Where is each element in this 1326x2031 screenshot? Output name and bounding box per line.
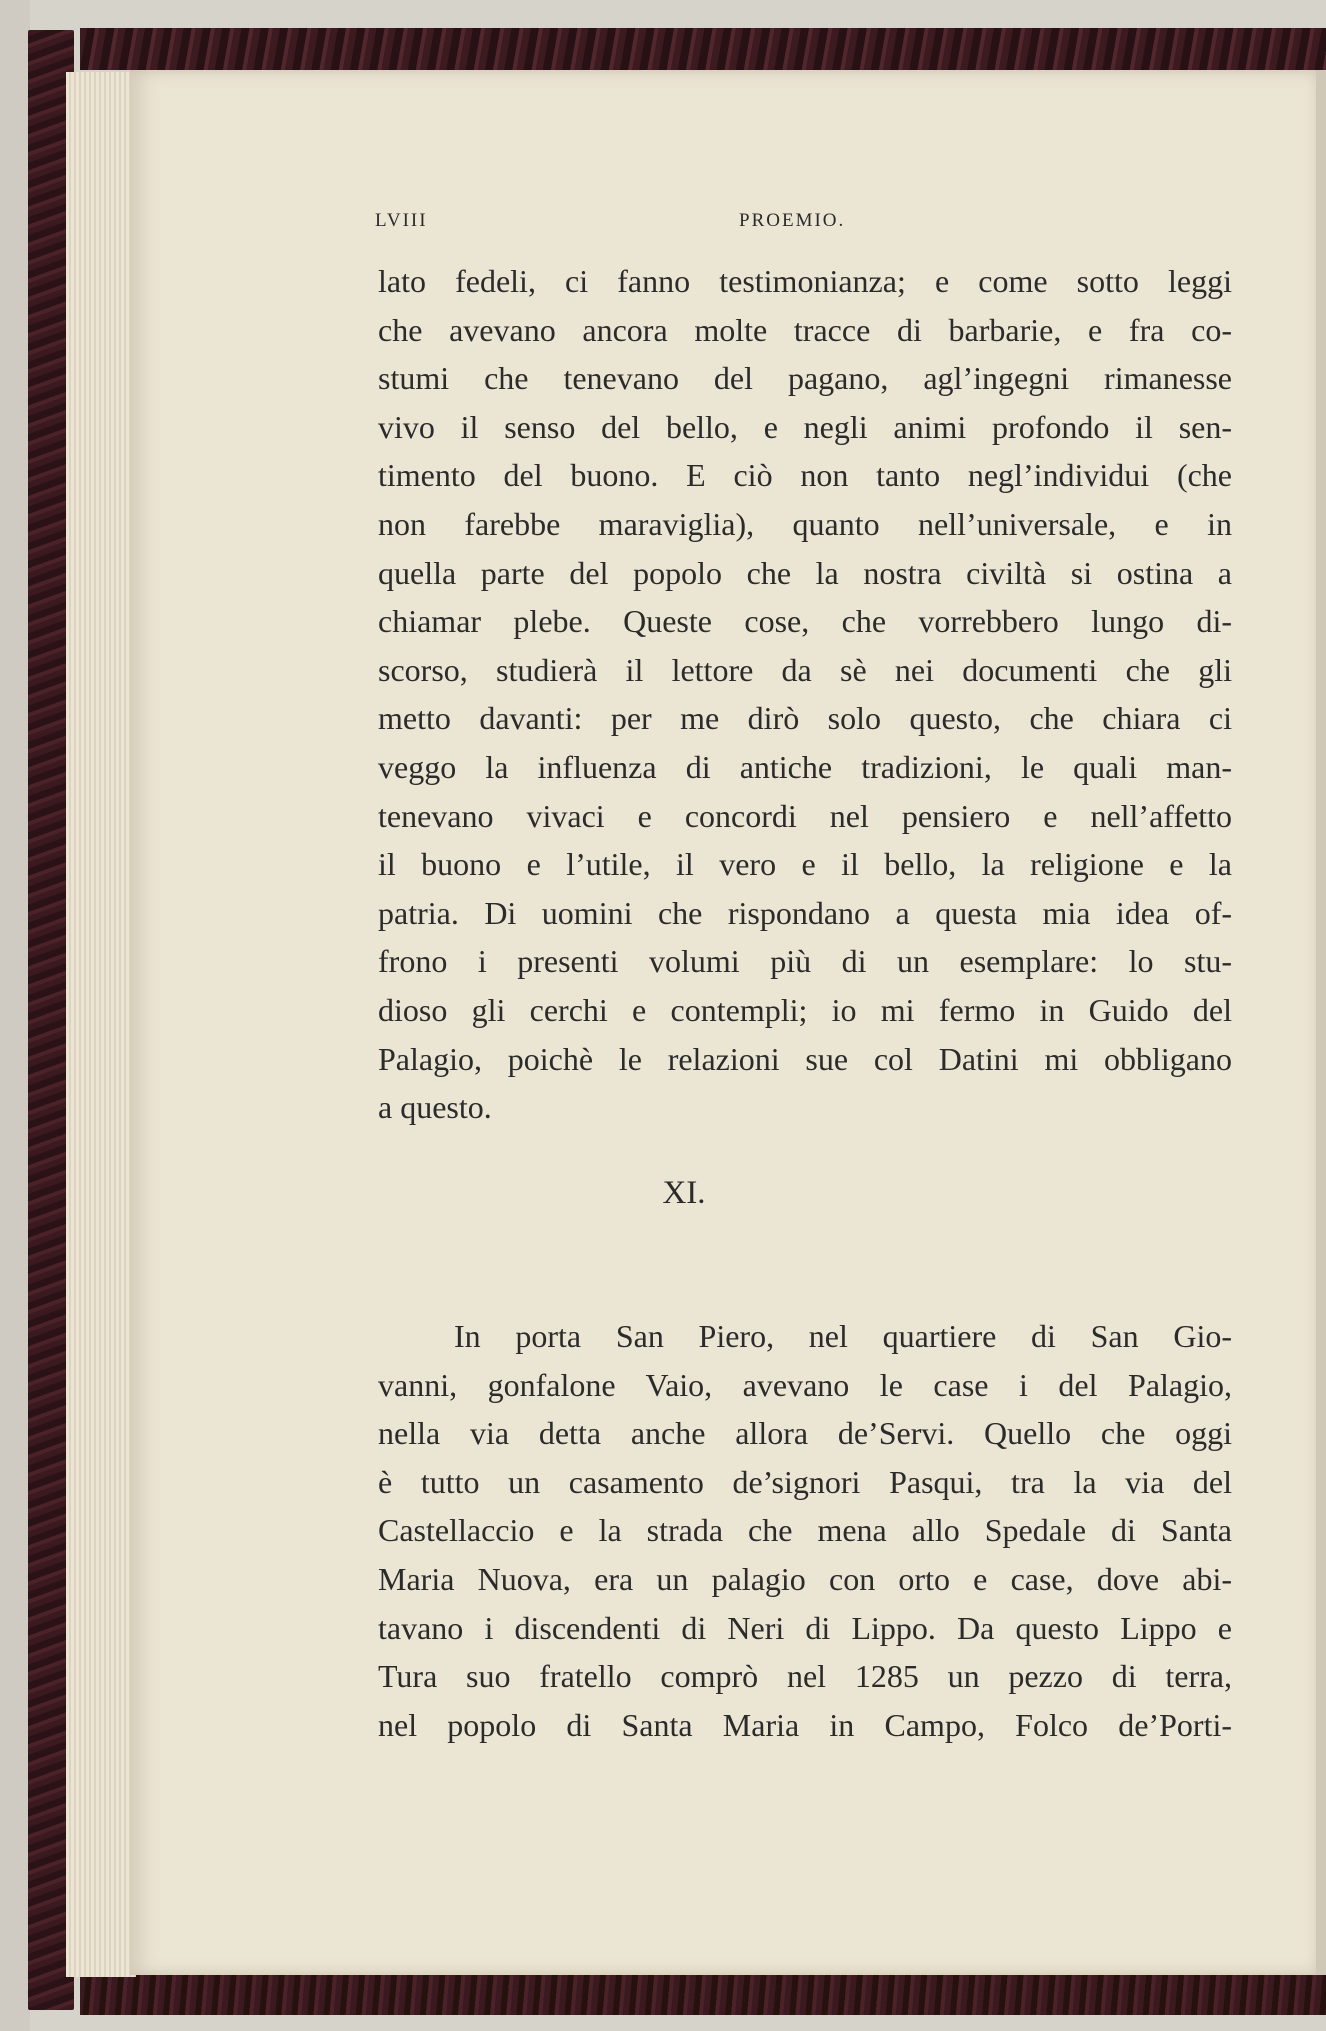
text-line: nel popolo di Santa Maria in Campo, Folco de’Porti-	[378, 1706, 1232, 1743]
text-line: veggo la influenza di antiche tradizioni, le quali man-	[378, 748, 1232, 785]
text-line: a questo.	[378, 1089, 492, 1126]
text-line: Maria Nuova, era un palagio con orto e case, dove abi-	[378, 1560, 1232, 1597]
text-line: In porta San Piero, nel quartiere di San Gio-	[454, 1318, 1232, 1354]
text-line: che avevano ancora molte tracce di barbarie, e fra co-	[378, 311, 1232, 348]
text-line: il buono e l’utile, il vero e il bello, la religione e la	[378, 846, 1232, 883]
text-line: tavano i discendenti di Neri di Lippo. Da questo Lippo e	[378, 1609, 1232, 1646]
section-heading: XI.	[662, 1175, 706, 1211]
running-title: PROEMIO.	[739, 210, 846, 231]
text-line: timento del buono. E ciò non tanto negl’individui (che	[378, 457, 1232, 494]
book-board	[0, 0, 30, 2031]
paragraph-2	[378, 1312, 1232, 1749]
page-edges	[66, 72, 136, 1977]
text-line: lato fedeli, ci fanno testimonianza; e come sotto leggi	[378, 263, 1232, 299]
text-line: metto davanti: per me dirò solo questo, che chiara ci	[378, 700, 1232, 737]
text-line: stumi che tenevano del pagano, agl’ingegni rimanesse	[378, 360, 1232, 397]
marbled-cover-top	[80, 28, 1326, 70]
running-head	[375, 210, 885, 240]
text-line: è tutto un casamento de’signori Pasqui, tra la via del	[378, 1463, 1232, 1500]
text-line: patria. Di uomini che rispondano a questa mia idea of-	[378, 894, 1232, 931]
text-line: vivo il senso del bello, e negli animi profondo il sen-	[378, 408, 1232, 445]
text-line: chiamar plebe. Queste cose, che vorrebbero lungo di-	[378, 603, 1232, 640]
text-line: quella parte del popolo che la nostra civiltà si ostina a	[378, 554, 1232, 591]
text-line: Castellaccio e la strada che mena allo Spedale di Santa	[378, 1512, 1232, 1549]
text-line: Tura suo fratello comprò nel 1285 un pezzo di terra,	[378, 1658, 1232, 1695]
text-line: non farebbe maraviglia), quanto nell’universale, e in	[378, 505, 1232, 542]
facing-page-edge	[1316, 70, 1326, 1975]
text-line: frono i presenti volumi più di un esemplare: lo stu-	[378, 943, 1232, 980]
text-line: nella via detta anche allora de’Servi. Quello che oggi	[378, 1415, 1232, 1452]
page-number: LVIII	[375, 210, 428, 231]
marbled-cover-bottom	[80, 1975, 1326, 2015]
text-line: tenevano vivaci e concordi nel pensiero e nell’affetto	[378, 797, 1232, 834]
paragraph-1	[378, 257, 1232, 1132]
text-line: vanni, gonfalone Vaio, avevano le case i del Palagio,	[378, 1366, 1232, 1403]
text-line: scorso, studierà il lettore da sè nei documenti che gli	[378, 651, 1232, 688]
text-line: dioso gli cerchi e contempli; io mi fermo in Guido del	[378, 991, 1232, 1028]
text-line: Palagio, poichè le relazioni sue col Datini mi obbligano	[378, 1040, 1232, 1077]
